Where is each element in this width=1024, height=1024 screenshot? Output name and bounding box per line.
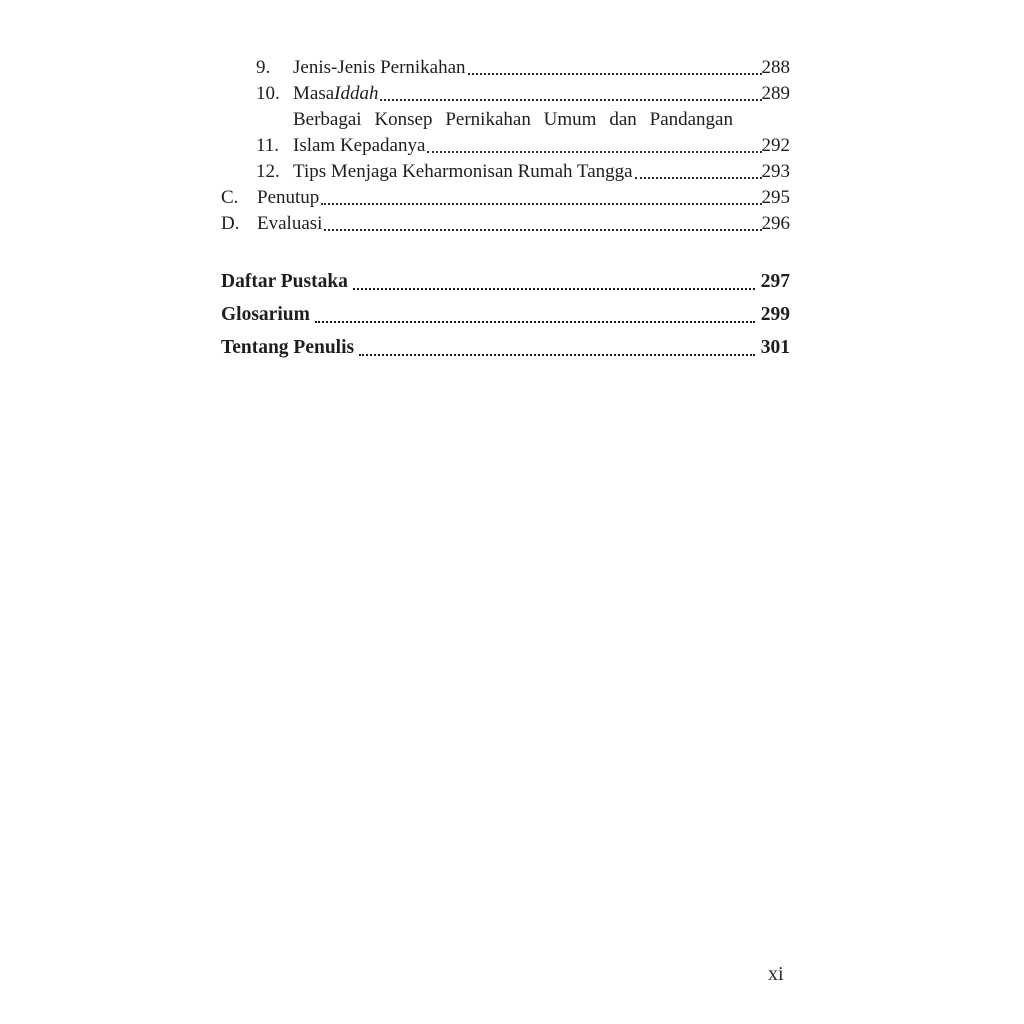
toc-page-content [221, 55, 790, 364]
toc-section-page: 301 [760, 337, 790, 358]
toc-entry-number: 9. [256, 57, 271, 78]
toc-entry-label: Penutup [257, 187, 320, 208]
toc-entry-label-line2-row [293, 133, 790, 159]
toc-entry-label-line1: Berbagai Konsep Pernikahan Umum dan Pandangan [293, 109, 733, 130]
toc-entry [221, 55, 790, 81]
toc-entry-label: Evaluasi [257, 213, 323, 234]
toc-entry-page: 292 [761, 135, 790, 156]
toc-entry-label-line2: Islam Kepadanya [293, 135, 426, 156]
toc-entry-number: 10. [256, 83, 280, 104]
toc-entry-wrapped-text [293, 107, 790, 159]
toc-entry-label: Tips Menjaga Keharmonisan Rumah Tangga [293, 161, 633, 182]
toc-entry-label-prefix: Masa [293, 83, 335, 104]
toc-entry-letter: D. [221, 213, 240, 234]
toc-entry-page: 288 [761, 57, 790, 78]
dot-leader [635, 177, 762, 179]
dot-leader [427, 151, 761, 153]
dot-leader [359, 354, 755, 356]
toc-backmatter-list [221, 265, 790, 364]
dot-leader [324, 229, 761, 231]
toc-section-entry [221, 298, 790, 331]
toc-entry-label-italic: Iddah [334, 83, 379, 104]
toc-section-label: Glosarium [221, 304, 310, 325]
toc-entry [221, 185, 790, 211]
toc-entry-label: Jenis-Jenis Pernikahan [293, 57, 466, 78]
toc-section-entry [221, 331, 790, 364]
toc-entry-page: 296 [761, 213, 790, 234]
dot-leader [380, 99, 761, 101]
toc-section-label: Tentang Penulis [221, 337, 355, 358]
toc-section-entry [221, 265, 790, 298]
dot-leader [353, 288, 755, 290]
toc-list [221, 55, 790, 237]
toc-section-page: 299 [760, 304, 790, 325]
toc-entry-page: 293 [761, 161, 790, 182]
toc-section-page: 297 [760, 271, 790, 292]
toc-entry-letter: C. [221, 187, 239, 208]
dot-leader [468, 73, 762, 75]
dot-leader [321, 203, 761, 205]
dot-leader [315, 321, 755, 323]
toc-entry [221, 107, 790, 159]
toc-entry-page: 289 [761, 83, 790, 104]
toc-entry-page: 295 [761, 187, 790, 208]
toc-entry [221, 159, 790, 185]
toc-entry [221, 211, 790, 237]
page-folio: xi [768, 963, 784, 985]
toc-entry-number: 12. [256, 161, 280, 182]
toc-section-label: Daftar Pustaka [221, 271, 348, 292]
toc-entry-number: 11. [256, 135, 280, 156]
toc-entry [221, 81, 790, 107]
